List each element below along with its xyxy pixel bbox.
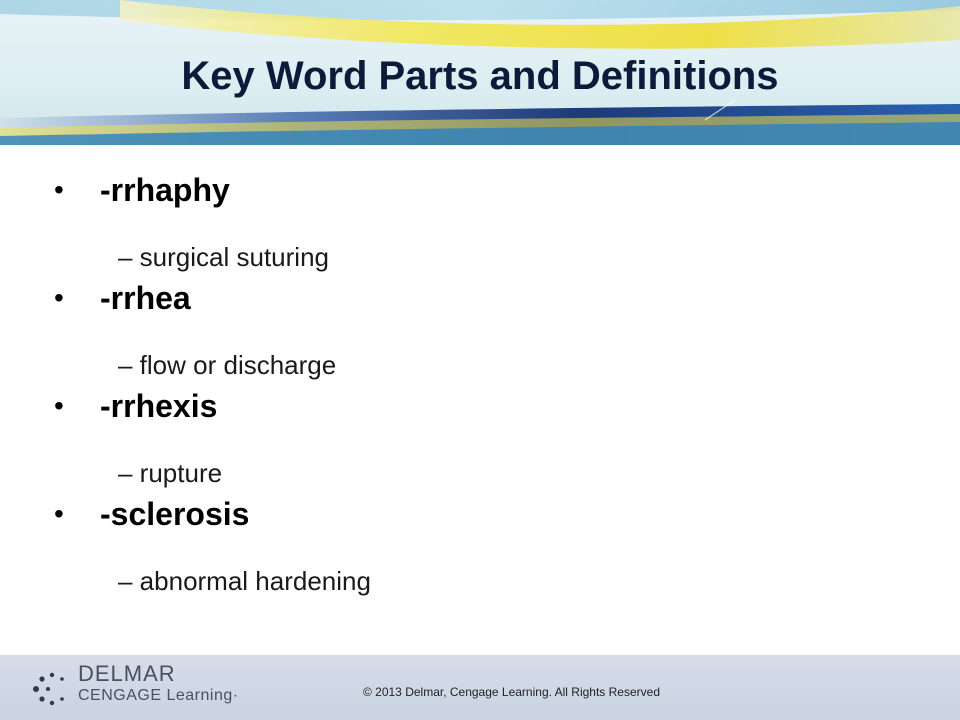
definition-label: – abnormal hardening [118,566,371,596]
bullet-icon: • [54,390,64,421]
term-label: -sclerosis [100,496,250,532]
logo-wordmark-cengage: CENGAGE Learning· [78,687,239,704]
definition-label: – rupture [118,458,223,488]
copyright-text: © 2013 Delmar, Cengage Learning. All Rights Reserved [362,685,660,699]
slide-content [0,150,960,650]
bullet-icon: • [54,498,64,529]
definition-label: – surgical suturing [118,242,329,272]
header-banner [0,0,960,145]
logo-wordmark-delmar: DELMAR [78,661,176,686]
delmar-logo-icon [28,669,68,709]
slide-title: Key Word Parts and Definitions [181,54,779,98]
bullet-icon: • [54,174,64,205]
term-label: -rrhea [100,280,191,316]
term-label: -rrhexis [100,388,218,424]
term-label: -rrhaphy [100,172,230,208]
bullet-icon: • [54,282,64,313]
footer-bar [0,655,960,720]
definition-label: – flow or discharge [118,350,337,380]
